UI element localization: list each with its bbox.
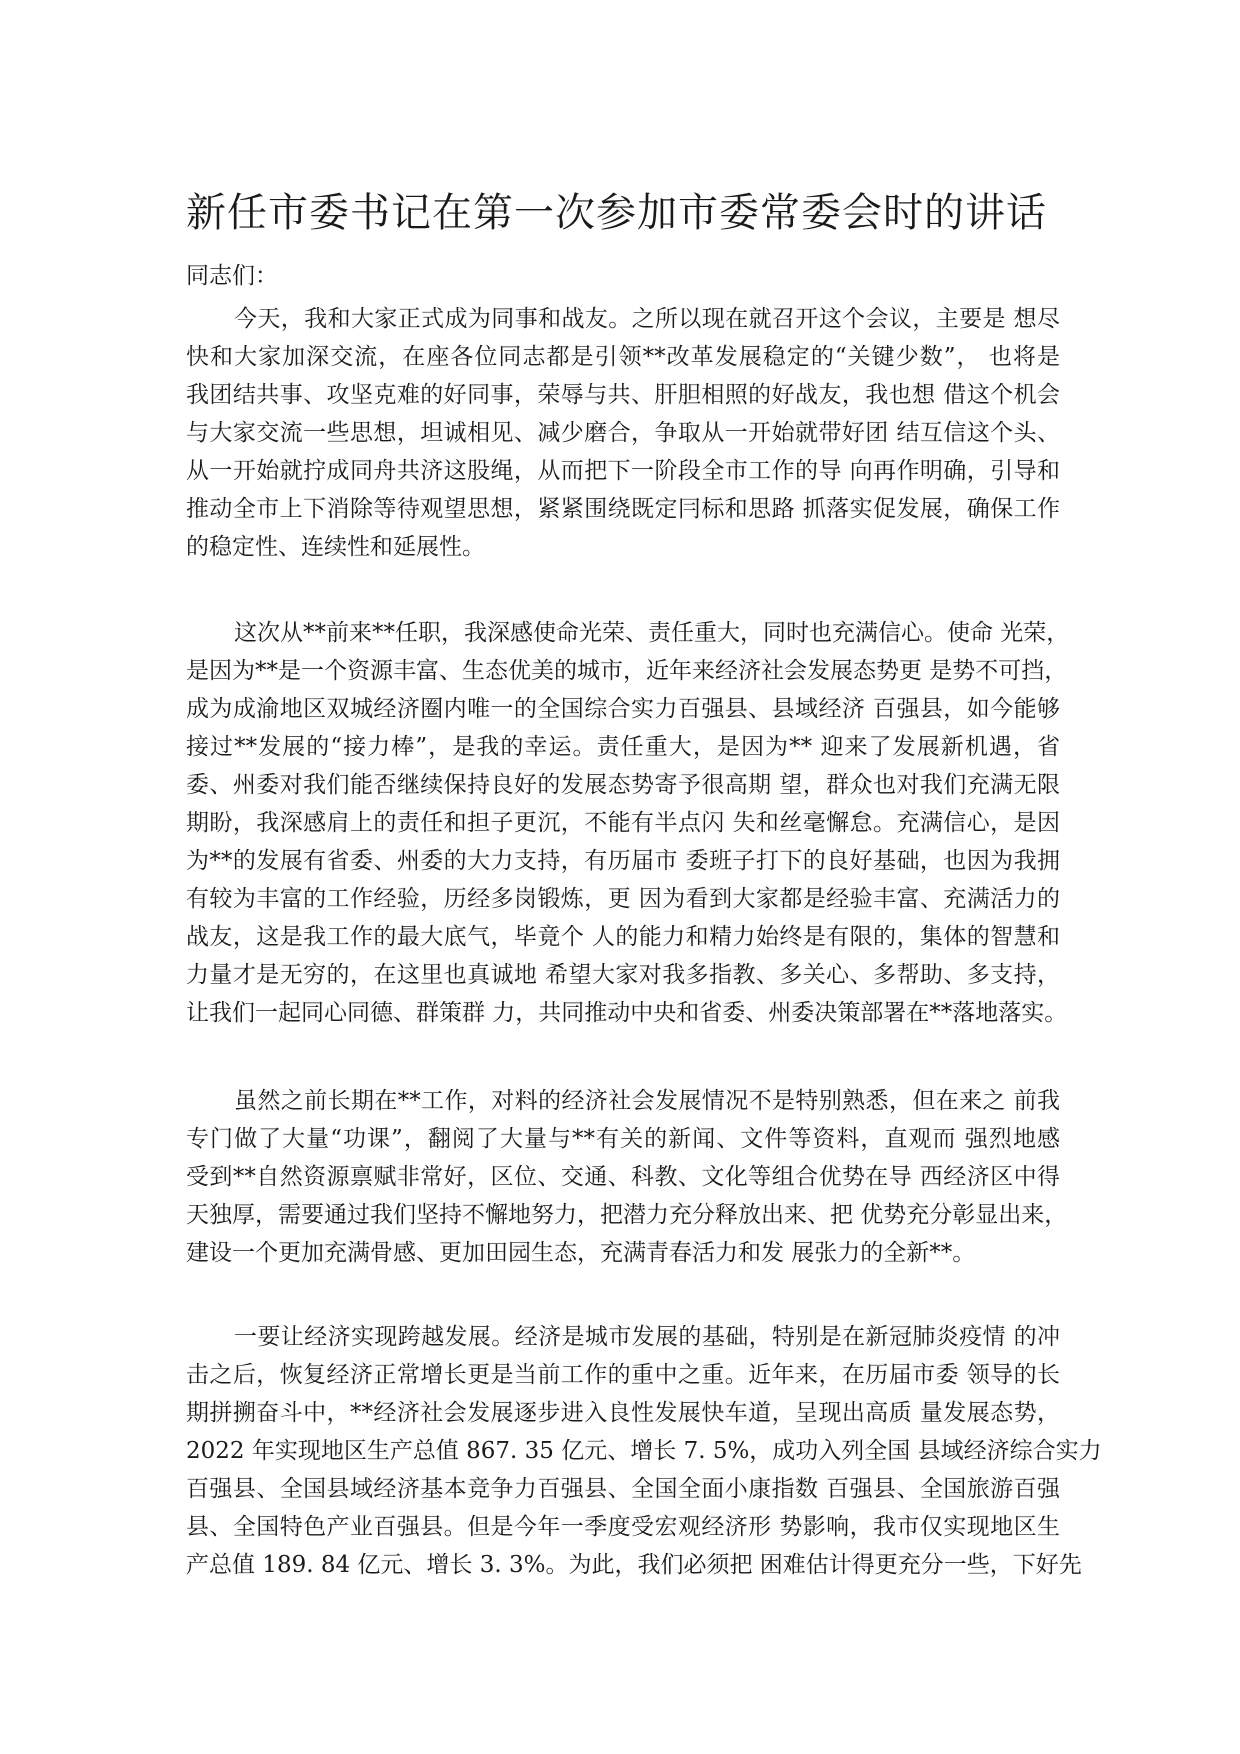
- paragraph-line: 县、全国特色产业百强县。但是今年一季度受宏观经济形 势影响，我市仅实现地区生: [186, 1514, 1060, 1540]
- paragraph-line: 我团结共事、攻坚克难的好同事，荣辱与共、肝胆相照的好战友，我也想 借这个机会: [186, 382, 1060, 408]
- paragraph-line: 击之后，恢复经济正常增长更是当前工作的重中之重。近年来，在历届市委 领导的长: [186, 1362, 1060, 1388]
- paragraph-2: [186, 614, 1070, 1032]
- paragraph-line: 是因为**是一个资源丰富、生态优美的城市，近年来经济社会发展态势更 是势不可挡，: [186, 658, 1068, 684]
- salutation: 同志们：: [186, 263, 278, 289]
- paragraph-line: 有较为丰富的工作经验，历经多岗锻炼，更 因为看到大家都是经验丰富、充满活力的: [186, 886, 1060, 912]
- paragraph-line: 产总值 189. 84 亿元、增长 3. 3%。为此，我们必须把 困难估计得更充分一些，下好先: [186, 1552, 1082, 1578]
- paragraph-line: 快和大家加深交流，在座各位同志都是引领**改革发展稳定的“关键少数”， 也将是: [186, 344, 1060, 370]
- paragraph-3: [186, 1082, 1068, 1272]
- paragraph-line: 这次从**前来**任职，我深感使命光荣、责任重大，同时也充满信心。使命 光荣，: [234, 620, 1070, 646]
- paragraph-line: 接过**发展的“接力棒”，是我的幸运。责任重大，是因为** 迎来了发展新机遇，省: [186, 734, 1060, 760]
- paragraph-line: 的稳定性、连续性和延展性。: [186, 534, 485, 560]
- paragraph-line: 推动全市上下消除等待观望思想，紧紧围绕既定冃标和思路 抓落实促发展，确保工作: [186, 496, 1060, 522]
- paragraph-1: [186, 300, 1060, 566]
- paragraph-line: 建设一个更加充满骨感、更加田园生态，充满青春活力和发 展张力的全新**。: [186, 1240, 976, 1266]
- paragraph-line: 与大家交流一些思想，坦诚相见、减少磨合，争取从一开始就带好团 结互信这个头、: [186, 420, 1060, 446]
- paragraph-line: 让我们一起同心同德、群策群 力，共同推动中央和省委、州委决策部署在**落地落实。: [186, 1000, 1068, 1026]
- paragraph-line: 百强县、全国县域经济基本竞争力百强县、全国全面小康指数 百强县、全国旅游百强: [186, 1476, 1060, 1502]
- paragraph-line: 委、州委对我们能否继续保持良好的发展态势寄予很高期 望，群众也对我们充满无限: [186, 772, 1060, 798]
- paragraph-line: 今天，我和大家正式成为同事和战友。之所以现在就召开这个会议，主要是 想尽: [234, 306, 1060, 332]
- paragraph-line: 为**的发展有省委、州委的大力支持，有历届市 委班子打下的良好基础，也因为我拥: [186, 848, 1060, 874]
- paragraph-line: 期盼，我深感肩上的责任和担子更沉，不能有半点闪 失和丝毫懈怠。充满信心，是因: [186, 810, 1060, 836]
- paragraph-line: 受到**自然资源禀赋非常好，区位、交通、科教、文化等组合优势在导 西经济区中得: [186, 1164, 1060, 1190]
- paragraph-line: 2022 年实现地区生产总值 867. 35 亿元、增长 7. 5%，成功入列全国 县域经济综合实力: [186, 1438, 1102, 1464]
- paragraph-line: 力量才是无穷的，在这里也真诚地 希望大家对我多指教、多关心、多帮助、多支持，: [186, 962, 1060, 988]
- paragraph-line: 天独厚，需要通过我们坚持不懈地努力，把潜力充分释放出来、把 优势充分彰显出来，: [186, 1202, 1068, 1228]
- document-title: 新任市委书记在第一次参加市委常委会时的讲话: [186, 190, 1047, 236]
- paragraph-line: 专门做了大量“功课”，翻阅了大量与**有关的新闻、文件等资料，直观而 强烈地感: [186, 1126, 1060, 1152]
- paragraph-line: 虽然之前长期在**工作，对料的经济社会发展情况不是特别熟悉，但在来之 前我: [234, 1088, 1060, 1114]
- paragraph-line: 成为成渝地区双城经济圈内唯一的全国综合实力百强县、县域经济 百强县，如今能够: [186, 696, 1060, 722]
- paragraph-4: [186, 1318, 1102, 1584]
- paragraph-line: 期拼搠奋斗中，**经济社会发展逐步进入良性发展快车道，呈现出高质 量发展态势，: [186, 1400, 1060, 1426]
- paragraph-line: 一要让经济实现跨越发展。经济是城市发展的基础，特别是在新冠肺炎疫情 的冲: [234, 1324, 1060, 1350]
- paragraph-line: 从一开始就拧成同舟共济这股绳，从而把下一阶段全市工作的导 向再作明确，引导和: [186, 458, 1060, 484]
- paragraph-line: 战友，这是我工作的最大底气，毕竟个 人的能力和精力始终是有限的，集体的智慧和: [186, 924, 1060, 950]
